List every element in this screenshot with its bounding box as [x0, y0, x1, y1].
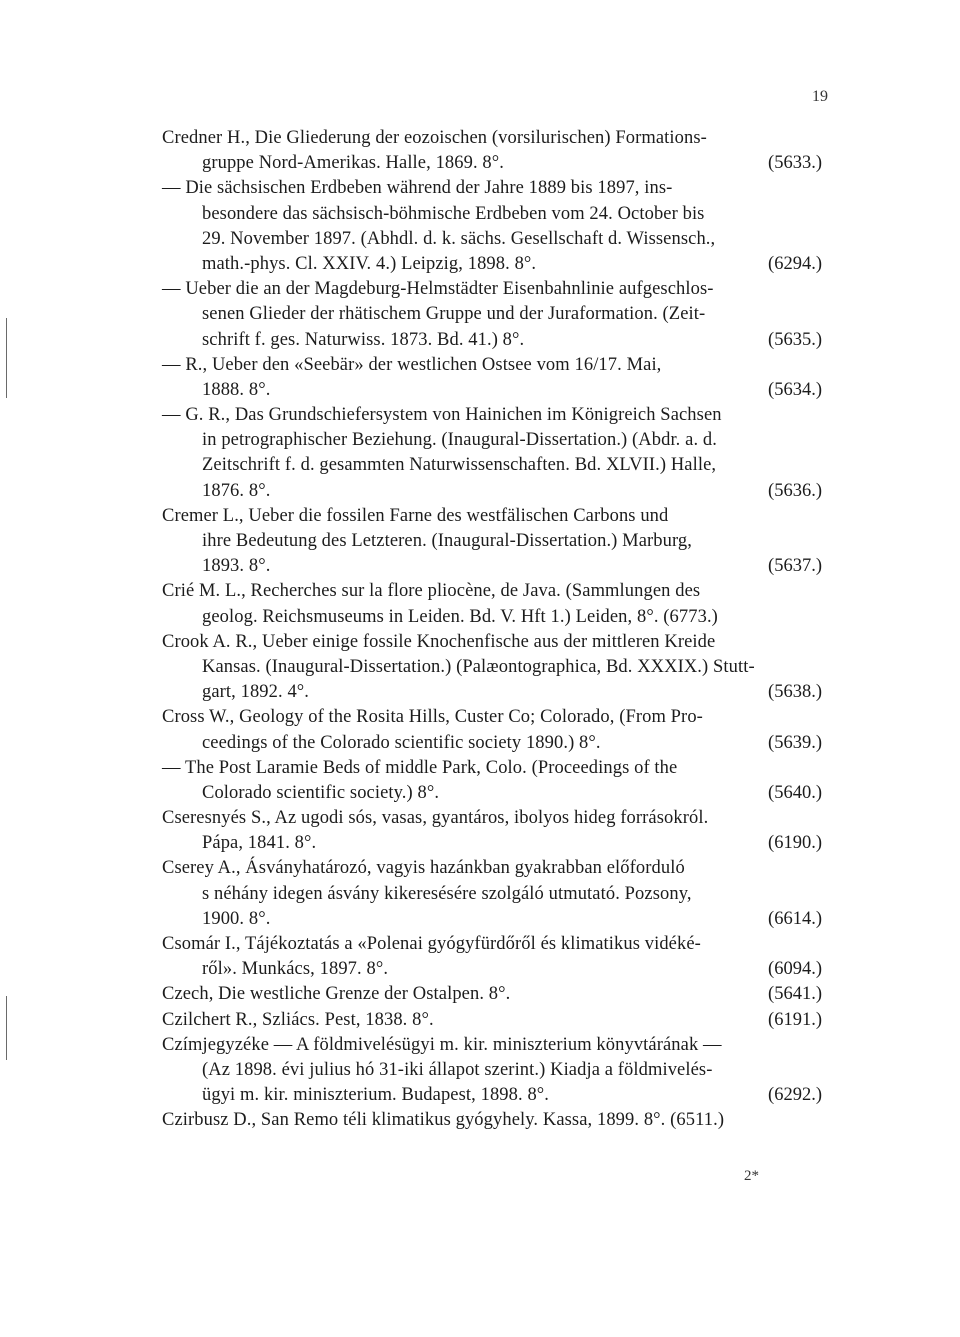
bib-line-text: math.-phys. Cl. XXIV. 4.) Leipzig, 1898. 8°.	[202, 253, 537, 274]
bib-line	[162, 479, 822, 504]
bib-line-text: 29. November 1897. (Abhdl. d. k. sächs. Gesellschaft d. Wissensch.,	[202, 228, 716, 249]
bib-line-text: gruppe Nord-Amerikas. Halle, 1869. 8°.	[202, 153, 504, 174]
bib-line	[162, 756, 822, 781]
bib-line-text: — R., Ueber den «Seebär» der westlichen Ostsee vom 16/17. Mai,	[162, 354, 662, 375]
bib-line-text: ihre Bedeutung des Letzteren. (Inaugural-Dissertation.) Marburg,	[202, 531, 692, 551]
bib-line-text: Czímjegyzéke — A földmivelésügyi m. kir. miniszterium könyvtárának —	[162, 1034, 722, 1055]
bib-line-text: Cremer L., Ueber die fossilen Farne des westfälischen Carbons und	[162, 505, 669, 526]
bib-line-text: gart, 1892. 4°.	[202, 682, 310, 703]
bib-line	[162, 932, 822, 957]
bib-line	[162, 781, 822, 806]
bib-line-text: senen Glieder der rhätischem Gruppe und der Juraformation. (Zeit-	[202, 304, 706, 325]
bib-line-text: s néhány idegen ásvány kikeresésére szolgáló utmutató. Pozsony,	[202, 883, 692, 904]
bib-line-text: — The Post Laramie Beds of middle Park, Colo. (Proceedings of the	[162, 757, 678, 778]
bib-line	[162, 227, 822, 252]
bib-line-text: besondere das sächsisch-böhmische Erdbeben vom 24. October bis	[202, 203, 705, 224]
bib-line-text: Crook A. R., Ueber einige fossile Knochenfische aus der mittleren Kreide	[162, 631, 716, 652]
bib-ref-number: (5636.)	[768, 480, 822, 501]
bib-ref-number: (6614.)	[768, 908, 822, 929]
bib-line	[162, 353, 822, 378]
bib-line-text: Kansas. (Inaugural-Dissertation.) (Palæontographica, Bd. XXXIX.) Stutt-	[202, 656, 755, 677]
bib-line	[162, 176, 822, 201]
bib-ref-number: (5635.)	[768, 329, 822, 350]
bib-line	[162, 982, 822, 1007]
bib-line	[162, 328, 822, 353]
bib-line	[162, 630, 822, 655]
bib-ref-number: (5640.)	[768, 782, 822, 803]
bib-line	[162, 504, 822, 529]
bib-line-text: Pápa, 1841. 8°.	[202, 833, 317, 854]
bib-line	[162, 378, 822, 403]
bib-ref-number: (5638.)	[768, 682, 822, 703]
bib-ref-number: (6292.)	[768, 1085, 822, 1106]
bib-line	[162, 882, 822, 907]
bib-line	[162, 655, 822, 680]
bib-line-text: 1900. 8°.	[202, 908, 271, 929]
bib-line-text: Cross W., Geology of the Rosita Hills, Custer Co; Colorado, (From Pro-	[162, 707, 703, 728]
bibliography-list	[162, 126, 822, 1134]
bib-ref-number: (6191.)	[768, 1009, 822, 1030]
bib-line-text: — G. R., Das Grundschiefersystem von Hainichen im Königreich Sachsen	[162, 405, 722, 426]
bib-line	[162, 831, 822, 856]
bib-line	[162, 1033, 822, 1058]
bib-ref-number: (6094.)	[768, 959, 822, 980]
margin-rule	[6, 318, 7, 398]
bib-line-text: (Az 1898. évi julius hó 31-iki állapot szerint.) Kiadja a földmivelés-	[202, 1059, 713, 1080]
signature-mark: 2*	[744, 1168, 759, 1184]
bib-ref-number: (6294.)	[768, 253, 822, 274]
bib-line-text: Zeitschrift f. d. gesammten Naturwissenschaften. Bd. XLVII.) Halle,	[202, 455, 717, 476]
bib-line	[162, 202, 822, 227]
bib-line	[162, 907, 822, 932]
bib-line-text: 1876. 8°.	[202, 480, 271, 501]
page-number: 19	[812, 88, 828, 105]
bib-line-text: Crié M. L., Recherches sur la flore pliocène, de Java. (Sammlungen des	[162, 581, 701, 602]
bib-line-text: 1888. 8°.	[202, 379, 271, 400]
bib-line	[162, 957, 822, 982]
bib-line	[162, 605, 822, 630]
bib-line	[162, 1083, 822, 1108]
bib-line-text: Csomár I., Tájékoztatás a «Polenai gyógyfürdőről és klimatikus vidéké-	[162, 934, 701, 954]
bib-line-text: Czilchert R., Szliács. Pest, 1838. 8°.	[162, 1009, 434, 1030]
bib-line	[162, 277, 822, 302]
bib-line	[162, 1008, 822, 1033]
bib-line	[162, 806, 822, 831]
bib-line-text: Cseresnyés S., Az ugodi sós, vasas, gyantáros, ibolyos hideg forrásokról.	[162, 808, 709, 829]
bib-line	[162, 705, 822, 730]
bib-line-text: ről». Munkács, 1897. 8°.	[202, 959, 389, 980]
bib-line-text: Czech, Die westliche Grenze der Ostalpen. 8°.	[162, 984, 511, 1005]
bib-line	[162, 453, 822, 478]
bib-ref-number: (5637.)	[768, 556, 822, 577]
bib-line	[162, 680, 822, 705]
bib-line-text: — Ueber die an der Magdeburg-Helmstädter Eisenbahnlinie aufgeschlos-	[162, 279, 714, 300]
bib-line-text: Czirbusz D., San Remo téli klimatikus gyógyhely. Kassa, 1899. 8°. (6511.)	[162, 1110, 725, 1131]
bib-line	[162, 529, 822, 554]
bib-ref-number: (6190.)	[768, 833, 822, 854]
bib-line-text: ceedings of the Colorado scientific society 1890.) 8°.	[202, 732, 601, 753]
bib-line	[162, 579, 822, 604]
bib-ref-number: (5634.)	[768, 379, 822, 400]
bib-line-text: — Die sächsischen Erdbeben während der Jahre 1889 bis 1897, ins-	[162, 178, 673, 199]
bib-line	[162, 554, 822, 579]
bib-ref-number: (5633.)	[768, 153, 822, 174]
bib-line	[162, 1058, 822, 1083]
bib-line-text: 1893. 8°.	[202, 556, 271, 577]
bib-line-text: Credner H., Die Gliederung der eozoischen (vorsilurischen) Formations-	[162, 128, 707, 148]
bib-line-text: ügyi m. kir. miniszterium. Budapest, 1898. 8°.	[202, 1085, 550, 1106]
bib-line	[162, 1108, 822, 1133]
bib-line-text: in petrographischer Beziehung. (Inaugural-Dissertation.) (Abdr. a. d.	[202, 430, 717, 451]
bib-ref-number: (5641.)	[768, 984, 822, 1005]
bib-line-text: Colorado scientific society.) 8°.	[202, 782, 440, 803]
bib-line	[162, 252, 822, 277]
bib-line-text: schrift f. ges. Naturwiss. 1873. Bd. 41.) 8°.	[202, 329, 525, 350]
bib-line	[162, 151, 822, 176]
bib-line	[162, 731, 822, 756]
bib-line	[162, 126, 822, 151]
bib-line	[162, 302, 822, 327]
bib-line-text: Cserey A., Ásványhatározó, vagyis hazánkban gyakrabban előforduló	[162, 858, 685, 879]
bib-line	[162, 403, 822, 428]
bib-line-text: geolog. Reichsmuseums in Leiden. Bd. V. Hft 1.) Leiden, 8°. (6773.)	[202, 606, 718, 627]
bib-line	[162, 428, 822, 453]
margin-rule	[6, 996, 7, 1060]
bib-ref-number: (5639.)	[768, 732, 822, 753]
bib-line	[162, 856, 822, 881]
